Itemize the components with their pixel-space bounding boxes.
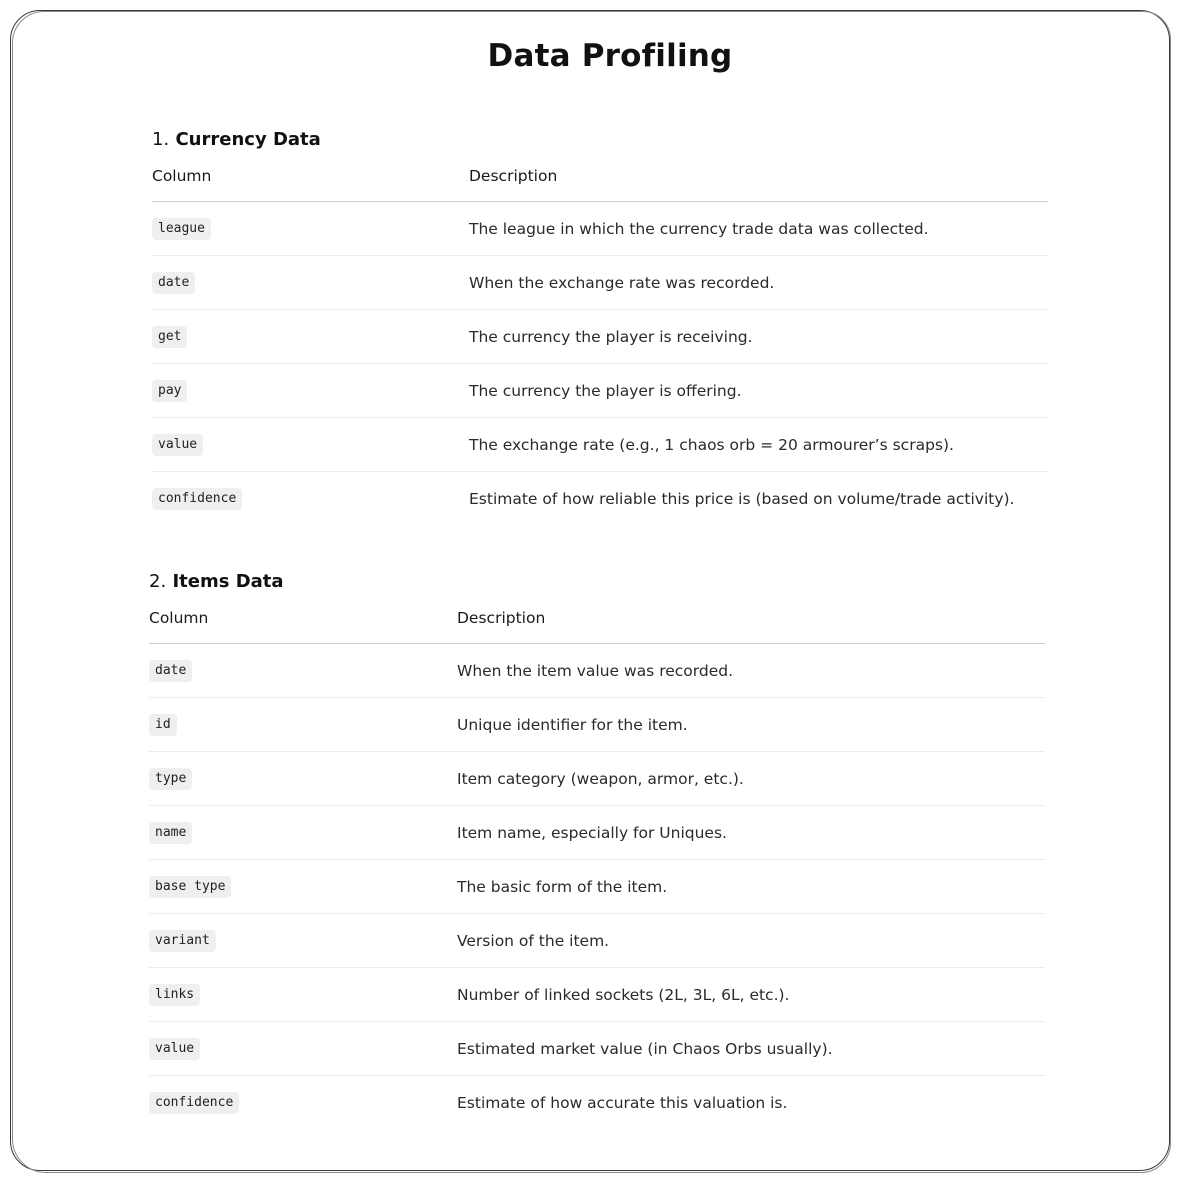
section-number: 1. [152, 129, 170, 150]
column-cell [149, 806, 457, 860]
column-name-code: value [152, 434, 203, 456]
column-name-code: id [149, 714, 177, 736]
column-cell [149, 914, 457, 968]
section-number: 2. [149, 571, 167, 592]
table-row [149, 1022, 1045, 1076]
column-cell [149, 968, 457, 1022]
column-cell [152, 418, 469, 472]
table-row [149, 752, 1045, 806]
column-cell [152, 310, 469, 364]
column-header: Column [149, 609, 457, 644]
table-row [152, 418, 1048, 472]
description-cell: The currency the player is receiving. [469, 310, 1048, 364]
column-name-code: pay [152, 380, 187, 402]
column-cell [149, 860, 457, 914]
column-name-code: name [149, 822, 192, 844]
table-row [149, 806, 1045, 860]
table-row [152, 256, 1048, 310]
items-data-table [149, 609, 1045, 1129]
section-name: Currency Data [175, 129, 321, 150]
section-heading [149, 568, 1045, 595]
description-cell: Estimated market value (in Chaos Orbs usually). [457, 1022, 1045, 1076]
column-header: Column [152, 167, 469, 202]
page-title: Data Profiling [487, 38, 733, 74]
column-name-code: value [149, 1038, 200, 1060]
currency-data-table [152, 167, 1048, 525]
description-cell: Item category (weapon, armor, etc.). [457, 752, 1045, 806]
table-header-row [149, 609, 1045, 644]
column-name-code: type [149, 768, 192, 790]
column-cell [149, 1022, 457, 1076]
column-name-code: get [152, 326, 187, 348]
column-cell [152, 202, 469, 256]
column-cell [152, 364, 469, 418]
column-cell [152, 256, 469, 310]
column-name-code: confidence [152, 488, 242, 510]
column-name-code: league [152, 218, 211, 240]
column-name-code: date [149, 660, 192, 682]
table-row [152, 472, 1048, 526]
description-cell: Estimate of how accurate this valuation is. [457, 1093, 788, 1112]
column-name-code: date [152, 272, 195, 294]
section-items-data [149, 568, 1045, 1129]
column-cell [149, 644, 457, 698]
table-row [152, 202, 1048, 256]
table-row [149, 698, 1045, 752]
table-row [149, 1076, 1045, 1130]
description-cell: The league in which the currency trade data was collected. [469, 202, 1048, 256]
description-cell: Number of linked sockets (2L, 3L, 6L, etc.). [457, 968, 1045, 1022]
column-name-code: base type [149, 876, 231, 898]
table-row [149, 968, 1045, 1022]
column-name-code: variant [149, 930, 216, 952]
table-row [152, 364, 1048, 418]
column-cell [149, 698, 457, 752]
table-row [149, 860, 1045, 914]
section-currency-data [152, 126, 1048, 525]
column-cell [149, 752, 457, 806]
column-cell [152, 472, 469, 526]
table-header-row [152, 167, 1048, 202]
description-cell: When the exchange rate was recorded. [469, 256, 1048, 310]
description-cell: The basic form of the item. [457, 860, 1045, 914]
description-header: Description [469, 167, 1048, 202]
description-cell: The exchange rate (e.g., 1 chaos orb = 20 armourer’s scraps). [469, 418, 1048, 472]
column-cell [149, 1076, 457, 1130]
description-cell: When the item value was recorded. [457, 644, 1045, 698]
section-name: Items Data [172, 571, 284, 592]
table-row [152, 310, 1048, 364]
description-cell: The currency the player is offering. [469, 364, 1048, 418]
description-cell: Item name, especially for Uniques. [457, 806, 1045, 860]
table-row [149, 644, 1045, 698]
description-cell: Unique identifier for the item. [457, 698, 1045, 752]
section-heading [152, 126, 1048, 153]
description-header: Description [457, 609, 1045, 644]
description-cell: Version of the item. [457, 914, 1045, 968]
table-row [149, 914, 1045, 968]
column-name-code: links [149, 984, 200, 1006]
column-name-code: confidence [149, 1092, 239, 1114]
description-cell: Estimate of how reliable this price is (based on volume/trade activity). [469, 489, 1015, 508]
